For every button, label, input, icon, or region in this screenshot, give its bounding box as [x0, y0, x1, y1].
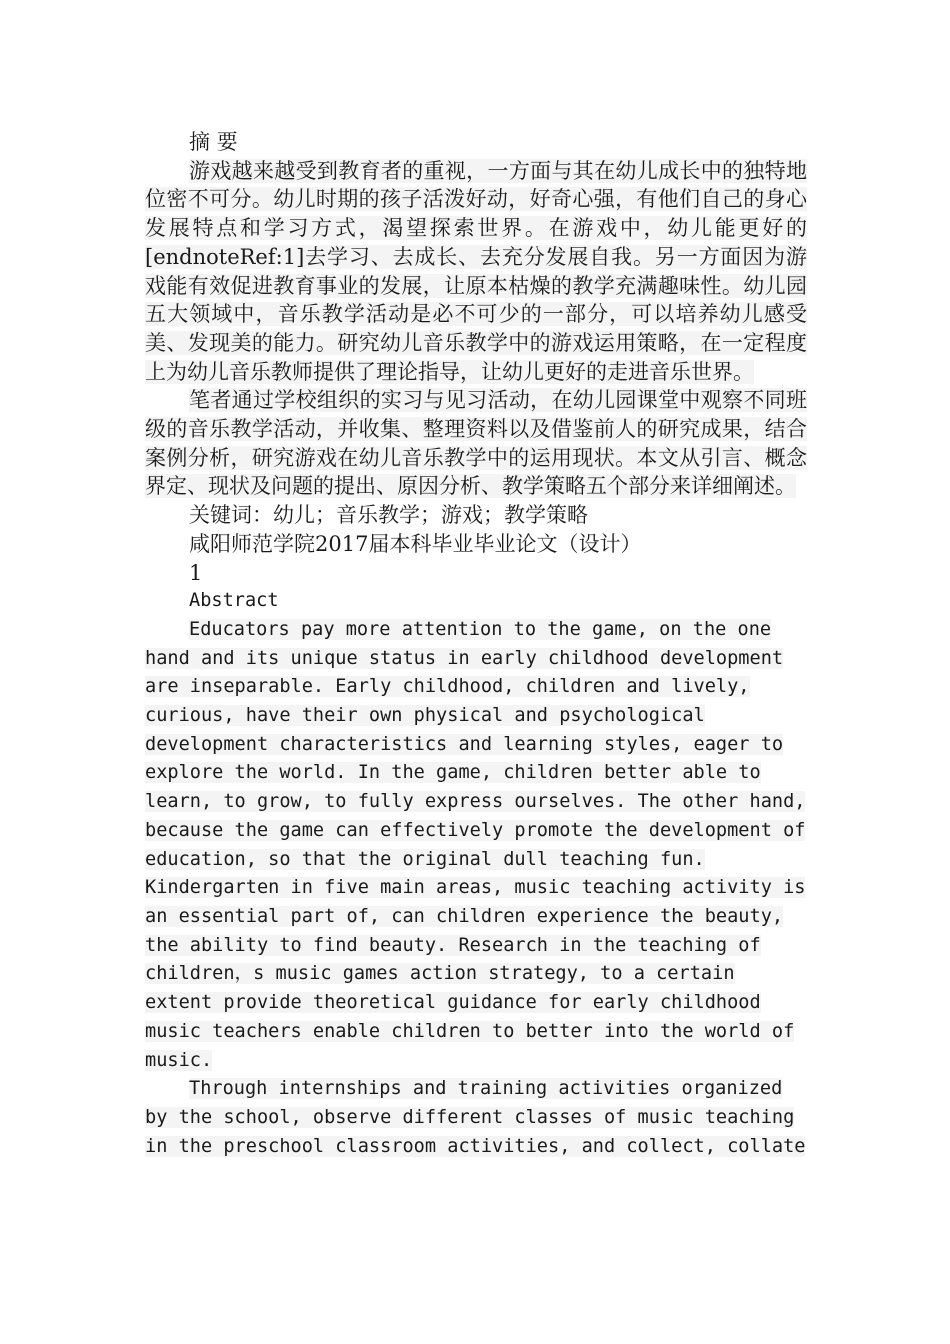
footer-school-line: 咸阳师范学院2017届本科毕业毕业论文（设计） — [189, 531, 642, 556]
text-line: the ability to find beauty. Research in the teaching of — [145, 934, 761, 956]
text-line: extent provide theoretical guidance for early childhood — [145, 992, 761, 1014]
text-line: Kindergarten in five main areas, music teaching activity is — [145, 877, 806, 899]
text-line: curious, have their own physical and psychological — [145, 705, 705, 727]
abstract-paragraph-en-1 — [145, 616, 807, 1075]
document-page — [145, 128, 807, 1161]
abstract-paragraph-zh-2-text: 笔者通过学校组织的实习与见习活动，在幼儿园课堂中观察不同班级的音乐教学活动，并收集、整理资料以及借鉴前人的研究成果，结合案例分析，研究游戏在幼儿音乐教学中的运用现状。本文从引言、概念界定、现状及问题的提出、原因分析、教学策略五个部分来详细阐述。 — [145, 388, 807, 499]
text-line: development characteristics and learning styles, eager to — [145, 733, 784, 755]
abstract-paragraph-zh-1-text: 游戏越来越受到教育者的重视，一方面与其在幼儿成长中的独特地位密不可分。幼儿时期的孩子活泼好动，好奇心强，有他们自己的身心发展特点和学习方式，渴望探索世界。在游戏中，幼儿能更好的[endnoteRef:1]去学习、去成长、去充分发展自我。另一方面因为游戏能有效促进教育事业的发展，让原本枯燥的教学充满趣味性。幼儿园五大领域中，音乐教学活动是必不可少的一部分，可以培养幼儿感受美、发现美的能力。研究幼儿音乐教学中的游戏运用策略，在一定程度上为幼儿音乐教师提供了理论指导，让幼儿更好的走进音乐世界。 — [145, 158, 807, 384]
text-line: by the school, observe different classes of music teaching — [145, 1106, 795, 1128]
text-line: children，s music games action strategy, to a certain — [145, 963, 735, 985]
abstract-heading-en: Abstract — [189, 590, 279, 612]
text-line: are inseparable. Early childhood, children and lively, — [145, 676, 750, 698]
page-number: 1 — [189, 560, 203, 585]
text-line: in the preschool classroom activities, and collect, collate — [145, 1135, 806, 1157]
text-line: music teachers enable children to better into the world of — [145, 1020, 795, 1042]
text-line: because the game can effectively promote the development of — [145, 819, 806, 841]
text-line: Educators pay more attention to the game, on the one — [189, 618, 772, 640]
abstract-heading-zh: 摘 要 — [189, 130, 238, 154]
text-line: learn, to grow, to fully express ourselves. The other hand, — [145, 791, 806, 813]
text-line: explore the world. In the game, children better able to — [145, 762, 761, 784]
text-line: music. — [145, 1049, 213, 1071]
abstract-paragraph-en-2 — [145, 1075, 807, 1161]
text-line: an essential part of, can children experience the beauty, — [145, 905, 784, 927]
keywords-zh: 关键词：幼儿；音乐教学；游戏；教学策略 — [189, 503, 588, 528]
abstract-paragraph-zh-2 — [145, 386, 807, 501]
abstract-paragraph-zh-1 — [145, 157, 807, 387]
text-line: Through internships and training activities organized — [189, 1078, 783, 1100]
text-line: hand and its unique status in early childhood development — [145, 647, 784, 669]
text-line: education, so that the original dull teaching fun. — [145, 848, 705, 870]
